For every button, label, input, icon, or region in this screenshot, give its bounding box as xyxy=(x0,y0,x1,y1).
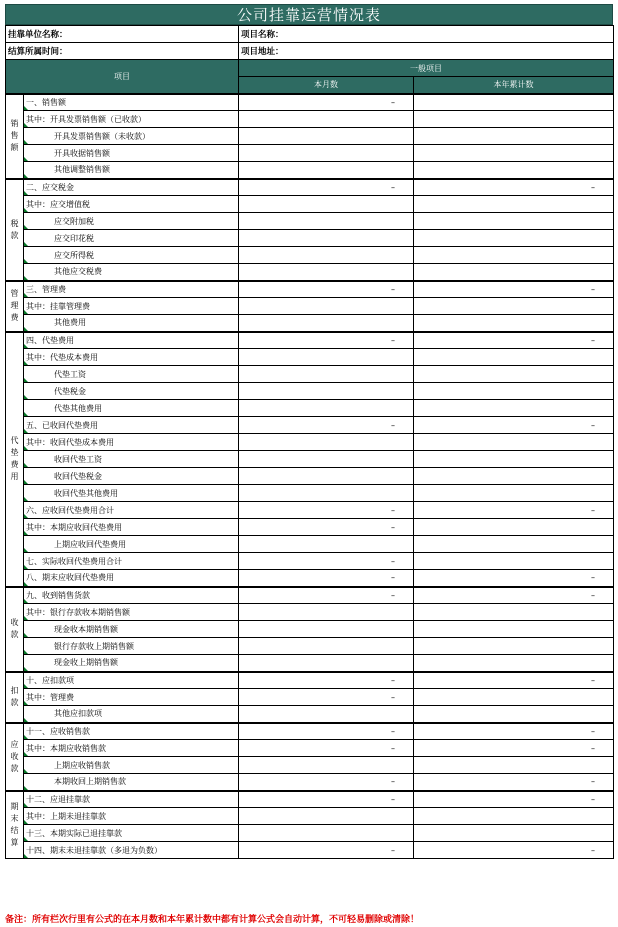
month-value-cell[interactable]: – xyxy=(239,672,414,689)
comment-marker-icon xyxy=(24,752,28,756)
row-label xyxy=(24,179,239,196)
year-value-cell[interactable] xyxy=(414,638,614,655)
month-value-cell[interactable] xyxy=(239,655,414,672)
row-label xyxy=(24,434,239,451)
category-deduct: 扣 款 xyxy=(6,672,24,723)
table-row xyxy=(6,400,614,417)
row-label xyxy=(24,400,239,417)
row-label-text: 应交所得税 xyxy=(54,250,94,260)
month-value-cell[interactable] xyxy=(239,485,414,502)
year-value-cell[interactable]: – xyxy=(414,723,614,740)
year-value-cell[interactable] xyxy=(414,111,614,128)
row-label xyxy=(24,111,239,128)
row-label xyxy=(24,587,239,604)
year-value-cell[interactable]: – xyxy=(414,791,614,808)
row-label-text: 上期应收销售款 xyxy=(54,760,110,770)
month-value-cell[interactable]: – xyxy=(239,791,414,808)
year-value-cell[interactable]: – xyxy=(414,587,614,604)
row-label xyxy=(24,315,239,332)
month-value-cell[interactable]: – xyxy=(239,94,414,111)
year-value-cell[interactable]: – xyxy=(414,281,614,298)
row-label xyxy=(24,468,239,485)
row-label-text: 二、应交税金 xyxy=(26,182,74,192)
row-label-text: 代垫工资 xyxy=(54,369,86,379)
row-label-text: 十一、应收销售款 xyxy=(26,726,90,736)
month-value-cell[interactable] xyxy=(239,145,414,162)
year-value-cell[interactable]: – xyxy=(414,502,614,519)
row-label xyxy=(24,213,239,230)
month-value-cell[interactable] xyxy=(239,434,414,451)
comment-marker-icon xyxy=(24,718,28,722)
header-group: 一般项目 xyxy=(239,60,614,77)
comment-marker-icon xyxy=(24,140,28,144)
comment-marker-icon xyxy=(24,429,28,433)
row-label xyxy=(24,94,239,111)
table-row xyxy=(6,774,614,791)
row-label xyxy=(24,570,239,587)
row-label-text: 其他调整销售额 xyxy=(54,165,110,175)
year-value-cell[interactable] xyxy=(414,553,614,570)
category-receipt: 收 款 xyxy=(6,587,24,672)
table-row xyxy=(6,621,614,638)
table-row xyxy=(6,604,614,621)
row-label xyxy=(24,655,239,672)
row-label-text: 现金收上期销售额 xyxy=(54,658,118,668)
table-row xyxy=(6,349,614,366)
row-label-text: 其他应扣款项 xyxy=(54,709,102,719)
table-row xyxy=(6,587,614,604)
year-value-cell[interactable] xyxy=(414,621,614,638)
row-label-text: 其中：开具发票销售额（已收款） xyxy=(26,114,146,124)
table-row xyxy=(6,553,614,570)
row-label-text: 应交印花税 xyxy=(54,233,94,243)
year-value-cell[interactable] xyxy=(414,298,614,315)
row-label xyxy=(24,451,239,468)
table-row xyxy=(6,808,614,825)
table-row xyxy=(6,196,614,213)
comment-marker-icon xyxy=(24,531,28,535)
comment-marker-icon xyxy=(24,684,28,688)
row-label xyxy=(24,672,239,689)
table-row xyxy=(6,128,614,145)
header-item: 项目 xyxy=(6,60,239,94)
row-label-text: 应交附加税 xyxy=(54,216,94,226)
year-value-cell[interactable]: – xyxy=(414,672,614,689)
table-row xyxy=(6,94,614,111)
year-value-cell[interactable] xyxy=(414,400,614,417)
year-value-cell[interactable] xyxy=(414,196,614,213)
row-label xyxy=(24,825,239,842)
comment-marker-icon xyxy=(24,327,28,331)
header-month: 本月数 xyxy=(239,77,414,94)
report-title: 公司挂靠运营情况表 xyxy=(5,4,613,25)
table-row xyxy=(6,111,614,128)
comment-marker-icon xyxy=(24,293,28,297)
comment-marker-icon xyxy=(24,616,28,620)
month-value-cell[interactable] xyxy=(239,247,414,264)
row-label-text: 开具发票销售额（未收款） xyxy=(54,131,150,141)
month-value-cell[interactable] xyxy=(239,196,414,213)
category-final: 期 末 结 算 xyxy=(6,791,24,859)
year-value-cell[interactable] xyxy=(414,247,614,264)
comment-marker-icon xyxy=(24,769,28,773)
table-row xyxy=(6,723,614,740)
comment-marker-icon xyxy=(24,463,28,467)
month-value-cell[interactable]: – xyxy=(239,689,414,706)
table-row xyxy=(6,842,614,859)
comment-marker-icon xyxy=(24,310,28,314)
table-row xyxy=(6,383,614,400)
month-value-cell[interactable]: – xyxy=(239,502,414,519)
month-value-cell[interactable] xyxy=(239,315,414,332)
header-year: 本年累计数 xyxy=(414,77,614,94)
table-row xyxy=(6,655,614,672)
row-label xyxy=(24,230,239,247)
table-row xyxy=(6,638,614,655)
month-value-cell[interactable] xyxy=(239,621,414,638)
year-value-cell[interactable] xyxy=(414,162,614,179)
comment-marker-icon xyxy=(24,514,28,518)
table-row xyxy=(6,706,614,723)
month-value-cell[interactable] xyxy=(239,366,414,383)
row-label xyxy=(24,757,239,774)
row-label-text: 其中：收回代垫成本费用 xyxy=(26,437,114,447)
row-label-text: 十四、期末未退挂靠款（多退为负数） xyxy=(26,845,162,855)
comment-marker-icon xyxy=(24,225,28,229)
row-label xyxy=(24,196,239,213)
table-row xyxy=(6,298,614,315)
table-row xyxy=(6,264,614,281)
year-value-cell[interactable] xyxy=(414,451,614,468)
year-value-cell[interactable] xyxy=(414,434,614,451)
month-value-cell[interactable]: – xyxy=(239,179,414,196)
month-value-cell[interactable]: – xyxy=(239,417,414,434)
year-value-cell[interactable] xyxy=(414,94,614,111)
row-label-text: 其中：管理费 xyxy=(26,692,74,702)
row-label xyxy=(24,128,239,145)
row-label xyxy=(24,723,239,740)
row-label xyxy=(24,145,239,162)
header-row-1 xyxy=(6,60,614,77)
comment-marker-icon xyxy=(24,174,28,178)
comment-marker-icon xyxy=(24,803,28,807)
comment-marker-icon xyxy=(24,378,28,382)
year-value-cell[interactable] xyxy=(414,383,614,400)
comment-marker-icon xyxy=(24,191,28,195)
year-value-cell[interactable] xyxy=(414,468,614,485)
month-value-cell[interactable] xyxy=(239,825,414,842)
month-value-cell[interactable] xyxy=(239,468,414,485)
month-value-cell[interactable]: – xyxy=(239,723,414,740)
comment-marker-icon xyxy=(24,361,28,365)
row-label xyxy=(24,740,239,757)
row-label-text: 其中：应交增值税 xyxy=(26,199,90,209)
month-value-cell[interactable] xyxy=(239,213,414,230)
row-label xyxy=(24,536,239,553)
year-value-cell[interactable] xyxy=(414,230,614,247)
comment-marker-icon xyxy=(24,837,28,841)
row-label-text: 其中：本期应收回代垫费用 xyxy=(26,522,122,532)
month-value-cell[interactable] xyxy=(239,638,414,655)
comment-marker-icon xyxy=(24,735,28,739)
row-label-text: 收回代垫工资 xyxy=(54,454,102,464)
year-value-cell[interactable] xyxy=(414,485,614,502)
row-label xyxy=(24,417,239,434)
row-label-text: 收回代垫其他费用 xyxy=(54,488,118,498)
row-label xyxy=(24,298,239,315)
row-label xyxy=(24,349,239,366)
report-table xyxy=(5,25,614,859)
row-label-text: 八、期末应收回代垫费用 xyxy=(26,573,114,583)
month-value-cell[interactable] xyxy=(239,604,414,621)
row-label-text: 其中：银行存款收本期销售额 xyxy=(26,607,130,617)
table-row xyxy=(6,332,614,349)
project-name-cell[interactable]: 项目名称： xyxy=(239,26,614,43)
row-label-text: 七、实际收回代垫费用合计 xyxy=(26,556,122,566)
row-label-text: 其中：代垫成本费用 xyxy=(26,352,98,362)
table-row xyxy=(6,247,614,264)
year-value-cell[interactable] xyxy=(414,519,614,536)
year-value-cell[interactable] xyxy=(414,315,614,332)
row-label xyxy=(24,621,239,638)
year-value-cell[interactable]: – xyxy=(414,774,614,791)
year-value-cell[interactable] xyxy=(414,213,614,230)
row-label xyxy=(24,638,239,655)
comment-marker-icon xyxy=(24,106,28,110)
month-value-cell[interactable]: – xyxy=(239,740,414,757)
row-label-text: 三、管理费 xyxy=(26,284,66,294)
row-label xyxy=(24,519,239,536)
info-row-1 xyxy=(6,26,614,43)
year-value-cell[interactable] xyxy=(414,825,614,842)
category-agent: 代 垫 费 用 xyxy=(6,332,24,587)
table-row xyxy=(6,417,614,434)
year-value-cell[interactable]: – xyxy=(414,740,614,757)
month-value-cell[interactable] xyxy=(239,111,414,128)
row-label xyxy=(24,689,239,706)
year-value-cell[interactable] xyxy=(414,808,614,825)
table-row xyxy=(6,689,614,706)
comment-marker-icon xyxy=(24,786,28,790)
row-label-text: 开具收据销售额 xyxy=(54,148,110,158)
row-label xyxy=(24,842,239,859)
month-value-cell[interactable] xyxy=(239,757,414,774)
comment-marker-icon xyxy=(24,582,28,586)
row-label-text: 收回代垫税金 xyxy=(54,471,102,481)
table-row xyxy=(6,825,614,842)
row-label xyxy=(24,774,239,791)
comment-marker-icon xyxy=(24,157,28,161)
month-value-cell[interactable] xyxy=(239,349,414,366)
table-row xyxy=(6,468,614,485)
table-row xyxy=(6,519,614,536)
row-label-text: 四、代垫费用 xyxy=(26,335,74,345)
comment-marker-icon xyxy=(24,820,28,824)
comment-marker-icon xyxy=(24,701,28,705)
month-value-cell[interactable]: – xyxy=(239,332,414,349)
row-label xyxy=(24,604,239,621)
row-label xyxy=(24,485,239,502)
month-value-cell[interactable]: – xyxy=(239,587,414,604)
comment-marker-icon xyxy=(24,497,28,501)
month-value-cell[interactable] xyxy=(239,230,414,247)
comment-marker-icon xyxy=(24,276,28,280)
row-label xyxy=(24,366,239,383)
year-value-cell[interactable] xyxy=(414,757,614,774)
month-value-cell[interactable] xyxy=(239,536,414,553)
row-label-text: 上期应收回代垫费用 xyxy=(54,539,126,549)
month-value-cell[interactable] xyxy=(239,128,414,145)
year-value-cell[interactable]: – xyxy=(414,332,614,349)
month-value-cell[interactable] xyxy=(239,400,414,417)
comment-marker-icon xyxy=(24,259,28,263)
row-label xyxy=(24,791,239,808)
table-row xyxy=(6,740,614,757)
year-value-cell[interactable]: – xyxy=(414,179,614,196)
row-label xyxy=(24,502,239,519)
row-label-text: 九、收到销售货款 xyxy=(26,590,90,600)
year-value-cell[interactable]: – xyxy=(414,842,614,859)
month-value-cell[interactable] xyxy=(239,451,414,468)
month-value-cell[interactable]: – xyxy=(239,519,414,536)
table-row xyxy=(6,791,614,808)
table-row xyxy=(6,570,614,587)
table-row xyxy=(6,757,614,774)
comment-marker-icon xyxy=(24,395,28,399)
row-label xyxy=(24,808,239,825)
category-receivable: 应 收 款 xyxy=(6,723,24,791)
row-label-text: 其中：挂靠管理费 xyxy=(26,301,90,311)
table-row xyxy=(6,315,614,332)
row-label-text: 其他费用 xyxy=(54,318,86,328)
year-value-cell[interactable]: – xyxy=(414,417,614,434)
comment-marker-icon xyxy=(24,854,28,858)
comment-marker-icon xyxy=(24,650,28,654)
project-address-cell[interactable]: 项目地址： xyxy=(239,43,614,60)
row-label-text: 银行存款收上期销售额 xyxy=(54,641,134,651)
table-row xyxy=(6,672,614,689)
year-value-cell[interactable]: – xyxy=(414,570,614,587)
row-label-text: 五、已收回代垫费用 xyxy=(26,420,98,430)
table-row xyxy=(6,281,614,298)
table-row xyxy=(6,434,614,451)
row-label xyxy=(24,553,239,570)
comment-marker-icon xyxy=(24,548,28,552)
year-value-cell[interactable] xyxy=(414,655,614,672)
comment-marker-icon xyxy=(24,480,28,484)
comment-marker-icon xyxy=(24,123,28,127)
year-value-cell[interactable] xyxy=(414,604,614,621)
month-value-cell[interactable] xyxy=(239,298,414,315)
row-label xyxy=(24,332,239,349)
table-row xyxy=(6,502,614,519)
unit-name-cell[interactable]: 挂靠单位名称： xyxy=(6,26,239,43)
row-label-text: 现金收本期销售额 xyxy=(54,624,118,634)
comment-marker-icon xyxy=(24,242,28,246)
month-value-cell[interactable]: – xyxy=(239,570,414,587)
year-value-cell[interactable] xyxy=(414,366,614,383)
month-value-cell[interactable] xyxy=(239,706,414,723)
month-value-cell[interactable]: – xyxy=(239,774,414,791)
year-value-cell[interactable] xyxy=(414,706,614,723)
row-label xyxy=(24,281,239,298)
row-label xyxy=(24,247,239,264)
row-label-text: 其中：本期应收销售款 xyxy=(26,743,106,753)
month-value-cell[interactable] xyxy=(239,264,414,281)
month-value-cell[interactable]: – xyxy=(239,842,414,859)
info-row-2 xyxy=(6,43,614,60)
year-value-cell[interactable] xyxy=(414,264,614,281)
month-value-cell[interactable]: – xyxy=(239,553,414,570)
comment-marker-icon xyxy=(24,344,28,348)
report-sheet xyxy=(5,4,613,859)
row-label-text: 六、应收回代垫费用合计 xyxy=(26,505,114,515)
row-label-text: 十、应扣款项 xyxy=(26,675,74,685)
row-label-text: 十二、应退挂靠款 xyxy=(26,794,90,804)
footer-note: 备注：所有栏次行里有公式的在本月数和本年累计数中都有计算公式会自动计算，不可轻易删除或清除！ xyxy=(5,915,420,925)
comment-marker-icon xyxy=(24,667,28,671)
table-row xyxy=(6,366,614,383)
row-label-text: 代垫其他费用 xyxy=(54,403,102,413)
table-row xyxy=(6,230,614,247)
month-value-cell[interactable]: – xyxy=(239,281,414,298)
row-label-text: 代垫税金 xyxy=(54,386,86,396)
year-value-cell[interactable] xyxy=(414,349,614,366)
table-row xyxy=(6,145,614,162)
table-row xyxy=(6,451,614,468)
row-label xyxy=(24,264,239,281)
row-label-text: 其他应交税费 xyxy=(54,267,102,277)
month-value-cell[interactable] xyxy=(239,383,414,400)
row-label xyxy=(24,162,239,179)
month-value-cell[interactable] xyxy=(239,808,414,825)
comment-marker-icon xyxy=(24,599,28,603)
comment-marker-icon xyxy=(24,412,28,416)
category-mgmt: 管 理 费 xyxy=(6,281,24,332)
row-label-text: 其中：上期未退挂靠款 xyxy=(26,811,106,821)
comment-marker-icon xyxy=(24,208,28,212)
table-row xyxy=(6,179,614,196)
table-row xyxy=(6,536,614,553)
year-value-cell[interactable] xyxy=(414,128,614,145)
row-label-text: 本期收回上期销售款 xyxy=(54,777,126,787)
year-value-cell[interactable] xyxy=(414,689,614,706)
row-label xyxy=(24,706,239,723)
year-value-cell[interactable] xyxy=(414,145,614,162)
row-label-text: 一、销售额 xyxy=(26,97,66,107)
settlement-period-cell[interactable]: 结算所属时间： xyxy=(6,43,239,60)
table-row xyxy=(6,162,614,179)
comment-marker-icon xyxy=(24,446,28,450)
row-label-text: 十三、本期实际已退挂靠款 xyxy=(26,828,122,838)
table-row xyxy=(6,485,614,502)
category-tax: 税 款 xyxy=(6,179,24,281)
row-label xyxy=(24,383,239,400)
comment-marker-icon xyxy=(24,633,28,637)
year-value-cell[interactable] xyxy=(414,536,614,553)
category-sales: 销 售 额 xyxy=(6,94,24,179)
comment-marker-icon xyxy=(24,565,28,569)
table-row xyxy=(6,213,614,230)
month-value-cell[interactable] xyxy=(239,162,414,179)
